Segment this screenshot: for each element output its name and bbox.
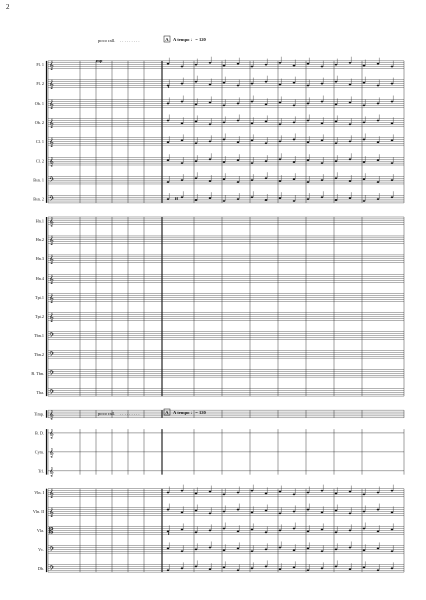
notehead <box>223 566 226 568</box>
notehead <box>181 83 184 85</box>
clef-icon: 𝄞 <box>49 507 54 517</box>
notehead <box>209 158 212 160</box>
notehead <box>293 528 296 530</box>
notehead <box>223 511 226 513</box>
notehead <box>223 82 226 84</box>
notehead <box>237 492 240 494</box>
instrument-label: Ob. 2 <box>34 119 44 125</box>
clef-icon: 𝄢 <box>49 195 55 205</box>
clef-icon: 𝄢 <box>49 350 55 360</box>
notehead <box>251 196 254 198</box>
notehead <box>321 122 324 124</box>
clef-icon: 𝄞 <box>49 428 54 438</box>
poco-rall-marking-lower: poco rall. <box>98 411 116 416</box>
notehead <box>377 85 380 87</box>
notehead <box>307 159 310 161</box>
clef-icon: 𝄞 <box>49 79 54 89</box>
notehead <box>321 490 324 492</box>
instrument-label: Tbn.2 <box>34 351 44 357</box>
notehead <box>377 492 380 494</box>
dynamic-mp: mp <box>96 58 103 63</box>
notehead <box>167 181 170 183</box>
notehead <box>377 548 380 550</box>
instrument-label: Cym. <box>34 449 44 455</box>
instrument-label: Cl. 1 <box>35 138 44 144</box>
notehead <box>223 178 226 180</box>
notehead <box>391 162 394 164</box>
notehead <box>181 529 184 531</box>
notehead <box>209 62 212 64</box>
notehead <box>209 123 212 125</box>
notehead <box>363 511 366 513</box>
notehead <box>293 494 296 496</box>
notehead <box>377 198 380 200</box>
clef-icon: 𝄞 <box>49 60 54 70</box>
rehearsal-mark: A <box>165 37 169 42</box>
notehead <box>321 567 324 569</box>
notehead <box>349 197 352 199</box>
notehead <box>321 66 324 68</box>
clef-icon: 𝄞 <box>49 447 54 457</box>
notehead <box>279 102 282 104</box>
notehead <box>391 529 394 531</box>
instrument-label: Tpt.1 <box>35 295 44 301</box>
notehead <box>237 569 240 571</box>
notehead <box>265 142 268 144</box>
notehead <box>307 492 310 494</box>
notehead <box>265 64 268 66</box>
notehead <box>195 199 198 201</box>
notation <box>167 57 394 571</box>
notehead <box>377 103 380 105</box>
notehead <box>167 141 170 143</box>
notehead <box>265 566 268 568</box>
notehead <box>279 491 282 493</box>
notehead <box>265 493 268 495</box>
staves <box>48 61 404 574</box>
notehead <box>307 63 310 65</box>
notehead <box>209 102 212 104</box>
notehead <box>181 550 184 552</box>
notehead <box>391 66 394 68</box>
notehead <box>223 494 226 496</box>
notehead <box>321 550 324 552</box>
notehead <box>377 181 380 183</box>
notehead <box>251 83 254 85</box>
dynamic-ff: ff <box>175 196 179 201</box>
notehead <box>363 161 366 163</box>
instrument-label: Vln. I <box>34 490 44 496</box>
notehead <box>251 162 254 164</box>
notehead <box>307 141 310 143</box>
clef-icon: 𝄢 <box>49 545 55 555</box>
notehead <box>335 493 338 495</box>
notehead <box>209 512 212 514</box>
instrument-label: Fl. 1 <box>36 62 44 68</box>
notehead <box>195 548 198 550</box>
notehead <box>181 179 184 181</box>
clef-icon: 𝄢 <box>49 564 55 574</box>
notehead <box>363 549 366 551</box>
notehead <box>307 85 310 87</box>
notehead <box>251 179 254 181</box>
notehead <box>265 548 268 550</box>
notehead <box>293 121 296 123</box>
notehead <box>195 160 198 162</box>
instrument-label: Tba. <box>36 389 44 395</box>
notehead <box>195 566 198 568</box>
notehead <box>167 63 170 65</box>
notehead <box>363 178 366 180</box>
instrument-label: Hn.2 <box>35 237 44 243</box>
notehead <box>237 530 240 532</box>
notehead <box>251 101 254 103</box>
instrument-label: Tbn.1 <box>34 332 44 338</box>
instrument-label: Hn.1 <box>35 218 44 224</box>
notehead <box>335 510 338 512</box>
notehead <box>265 531 268 533</box>
notehead <box>307 509 310 511</box>
notehead <box>363 121 366 123</box>
notehead <box>209 197 212 199</box>
instrument-label: Hn.4 <box>35 276 44 282</box>
notehead <box>363 200 366 202</box>
notehead <box>321 83 324 85</box>
dynamic-f: f <box>168 84 170 89</box>
notehead <box>279 568 282 570</box>
clef-icon: 𝄞 <box>49 274 54 284</box>
instrument-label: Cl. 2 <box>35 158 44 164</box>
notehead <box>349 102 352 104</box>
notehead <box>279 512 282 514</box>
notehead <box>181 512 184 514</box>
notehead <box>265 177 268 179</box>
notehead <box>279 62 282 64</box>
notehead <box>251 512 254 514</box>
notehead <box>307 120 310 122</box>
notehead <box>293 139 296 141</box>
notehead <box>321 196 324 198</box>
notehead <box>363 82 366 84</box>
notehead <box>293 82 296 84</box>
notehead <box>195 121 198 123</box>
rall-dashes: . . . . . . . . . <box>120 38 140 43</box>
notehead <box>237 509 240 511</box>
dynamic-f-strings: f <box>168 531 170 536</box>
notehead <box>279 140 282 142</box>
clef-icon: 𝄞 <box>49 466 54 476</box>
notehead <box>167 103 170 105</box>
instrument-label: Vla. <box>36 527 44 533</box>
notehead <box>335 199 338 201</box>
notehead <box>279 158 282 160</box>
clef-icon: 𝄡 <box>49 526 54 536</box>
instrument-label: Fl. 2 <box>36 81 44 87</box>
notehead <box>209 568 212 570</box>
notehead <box>223 528 226 530</box>
notehead <box>391 122 394 124</box>
notehead <box>391 196 394 198</box>
instrument-label: Db. <box>37 565 44 571</box>
notehead <box>181 490 184 492</box>
clef-icon: 𝄢 <box>49 388 55 398</box>
clef-icon: 𝄞 <box>49 216 54 226</box>
notehead <box>335 548 338 550</box>
instrument-label: Tpt.2 <box>35 313 44 319</box>
notehead <box>335 177 338 179</box>
page-number: 2 <box>6 3 10 11</box>
notehead <box>209 491 212 493</box>
notehead <box>321 529 324 531</box>
notehead <box>237 548 240 550</box>
notehead <box>377 530 380 532</box>
notehead <box>195 177 198 179</box>
notehead <box>377 120 380 122</box>
notehead <box>377 569 380 571</box>
notehead <box>335 160 338 162</box>
notehead <box>181 140 184 142</box>
notehead <box>279 84 282 86</box>
notehead <box>293 161 296 163</box>
notehead <box>223 121 226 123</box>
notehead <box>167 120 170 122</box>
a-tempo-marking: A tempo ♩= 120 <box>173 37 206 42</box>
notehead <box>223 104 226 106</box>
notehead <box>265 510 268 512</box>
notehead <box>251 529 254 531</box>
notehead <box>307 548 310 550</box>
notehead <box>237 141 240 143</box>
a-tempo-marking-lower: A tempo ♩= 120 <box>173 410 206 415</box>
notehead <box>237 198 240 200</box>
notehead <box>223 200 226 202</box>
notehead <box>391 83 394 85</box>
notehead <box>251 140 254 142</box>
notehead <box>167 548 170 550</box>
notehead <box>181 196 184 198</box>
clef-icon: 𝄞 <box>49 293 54 303</box>
clef-icon: 𝄞 <box>49 118 54 128</box>
clef-icon: 𝄢 <box>49 331 55 341</box>
clef-icon: 𝄢 <box>49 176 55 186</box>
notehead <box>237 85 240 87</box>
clef-icon: 𝄞 <box>49 312 54 322</box>
notehead <box>293 200 296 202</box>
notehead <box>293 511 296 513</box>
notehead <box>251 122 254 124</box>
notehead <box>251 567 254 569</box>
notehead <box>391 179 394 181</box>
instrument-label: Trl. <box>37 468 44 474</box>
instrument-label: B. D. <box>35 430 44 436</box>
rall-dashes-lower: . . . . . . . . . <box>120 411 140 416</box>
notehead <box>167 492 170 494</box>
rehearsal-mark-lower: A <box>165 410 169 415</box>
notehead <box>307 181 310 183</box>
notehead <box>279 180 282 182</box>
notehead <box>181 122 184 124</box>
instrument-label: Bsn. 1 <box>33 177 44 183</box>
notehead <box>307 530 310 532</box>
clef-icon: 𝄞 <box>49 235 54 245</box>
notehead <box>321 179 324 181</box>
notehead <box>195 493 198 495</box>
notehead <box>349 158 352 160</box>
notehead <box>335 121 338 123</box>
notehead <box>251 490 254 492</box>
notehead <box>363 104 366 106</box>
notehead <box>167 198 170 200</box>
notehead <box>293 549 296 551</box>
notehead <box>209 530 212 532</box>
notehead <box>349 84 352 86</box>
notehead <box>251 550 254 552</box>
notehead <box>349 62 352 64</box>
notehead <box>321 101 324 103</box>
notehead <box>377 141 380 143</box>
notehead <box>335 103 338 105</box>
poco-rall-marking: poco rall. <box>98 38 116 43</box>
notehead <box>209 140 212 142</box>
notehead <box>307 569 310 571</box>
notehead <box>209 180 212 182</box>
notehead <box>237 181 240 183</box>
notehead <box>279 547 282 549</box>
notehead <box>223 65 226 67</box>
notehead <box>223 161 226 163</box>
notehead <box>293 104 296 106</box>
notehead <box>181 162 184 164</box>
notehead <box>237 159 240 161</box>
instrument-label: Bsn. 2 <box>33 196 44 202</box>
notehead <box>377 509 380 511</box>
notehead <box>307 198 310 200</box>
notehead <box>321 162 324 164</box>
instrument-label: Timp. <box>34 411 44 417</box>
notehead <box>363 528 366 530</box>
notehead <box>265 81 268 83</box>
notehead <box>167 569 170 571</box>
notehead <box>265 103 268 105</box>
notehead <box>181 101 184 103</box>
notehead <box>391 140 394 142</box>
notehead <box>391 490 394 492</box>
notehead <box>321 140 324 142</box>
notehead <box>237 63 240 65</box>
notehead <box>195 510 198 512</box>
notehead <box>363 65 366 67</box>
notehead <box>251 66 254 68</box>
notehead <box>293 178 296 180</box>
notehead <box>391 550 394 552</box>
instrument-label: Vc. <box>38 546 44 552</box>
notehead <box>391 101 394 103</box>
notehead <box>335 142 338 144</box>
notehead <box>223 139 226 141</box>
notehead <box>195 531 198 533</box>
notehead <box>335 531 338 533</box>
notehead <box>195 64 198 66</box>
clef-icon: 𝄞 <box>49 137 54 147</box>
clef-icon: 𝄞 <box>49 409 54 419</box>
notehead <box>349 568 352 570</box>
notehead <box>167 509 170 511</box>
notehead <box>293 65 296 67</box>
notehead <box>307 103 310 105</box>
notehead <box>335 64 338 66</box>
notehead <box>265 121 268 123</box>
notehead <box>223 549 226 551</box>
notehead <box>349 512 352 514</box>
instrument-labels <box>31 62 45 571</box>
notehead <box>349 547 352 549</box>
clef-icon: 𝄞 <box>49 488 54 498</box>
clef-icon: 𝄞 <box>49 99 54 109</box>
notehead <box>265 160 268 162</box>
clef-icon: 𝄞 <box>49 157 54 167</box>
notehead <box>293 566 296 568</box>
notehead <box>349 530 352 532</box>
notehead <box>321 512 324 514</box>
notehead <box>377 63 380 65</box>
notehead <box>279 123 282 125</box>
instrument-label: Ob. 1 <box>34 100 44 106</box>
notehead <box>335 566 338 568</box>
notehead <box>279 530 282 532</box>
notehead <box>279 197 282 199</box>
notehead <box>209 84 212 86</box>
notehead <box>349 123 352 125</box>
notehead <box>363 566 366 568</box>
notehead <box>237 103 240 105</box>
notehead <box>181 567 184 569</box>
notehead <box>391 567 394 569</box>
notehead <box>209 547 212 549</box>
notehead <box>265 199 268 201</box>
notehead <box>391 512 394 514</box>
notehead <box>237 120 240 122</box>
instrument-label: Vln. II <box>32 508 44 514</box>
notehead <box>363 494 366 496</box>
notehead <box>363 139 366 141</box>
notehead <box>195 142 198 144</box>
instrument-label: Hn.3 <box>35 256 44 262</box>
notehead <box>195 81 198 83</box>
notehead <box>181 66 184 68</box>
instrument-label: B. Tbn. <box>31 370 44 376</box>
notehead <box>167 159 170 161</box>
notehead <box>377 159 380 161</box>
notehead <box>349 180 352 182</box>
notehead <box>335 81 338 83</box>
clef-icon: 𝄢 <box>49 369 55 379</box>
notehead <box>349 140 352 142</box>
clef-icon: 𝄞 <box>49 254 54 264</box>
notehead <box>195 103 198 105</box>
notehead <box>349 491 352 493</box>
